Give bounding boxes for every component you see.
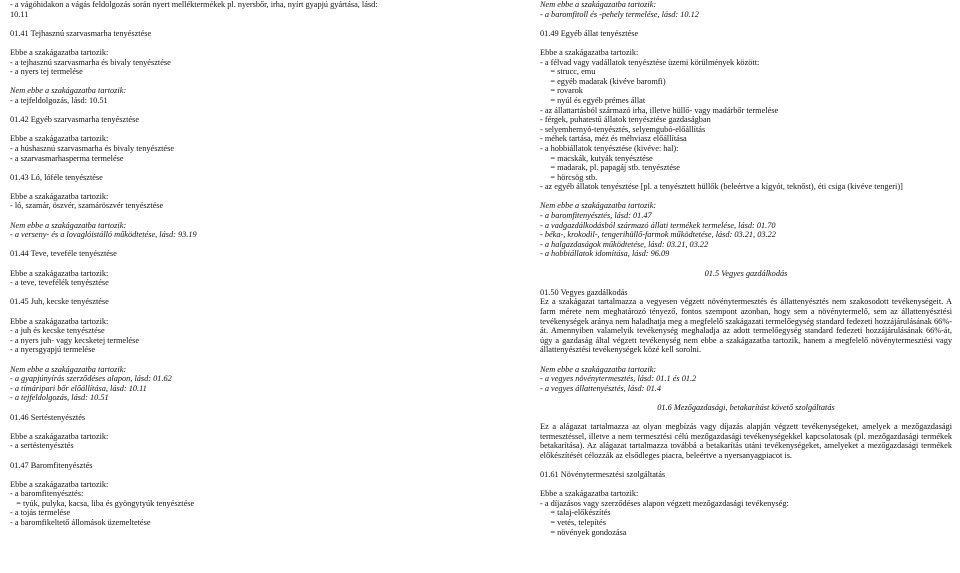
text-line: Nem ebbe a szakágazatba tartozik:	[10, 220, 127, 230]
blank-line	[10, 240, 450, 250]
blank-line	[540, 38, 952, 48]
text-line: - a tejfeldolgozás, lásd: 10.51	[10, 95, 108, 105]
text-line: - a baromfikeltető állomások üzemeltetése	[10, 518, 151, 528]
text-line: Ebbe a szakágazatba tartozik:	[540, 489, 639, 499]
blank-line	[10, 106, 450, 116]
text-line: 01.5 Vegyes gazdálkodás	[704, 268, 788, 278]
text-line: - az egyéb állatok tenyésztése [pl. a tenyésztett hüllők (beleértve a kígyót, teknőst), éti csiga (kivéve tengeri)]	[540, 182, 903, 192]
text-line: - a vegyes állattenyésztés, lásd: 01.4	[540, 383, 661, 393]
text-line: 01.45 Juh, kecske tenyésztése	[10, 297, 109, 307]
text-line: Ebbe a szakágazatba tartozik:	[10, 47, 109, 57]
text-line: Nem ebbe a szakágazatba tartozik:	[10, 86, 127, 96]
text-line: Ebbe a szakágazatba tartozik:	[540, 47, 639, 57]
text-line: = talaj-előkészítés	[540, 508, 611, 518]
text-line: 01.6 Mezőgazdasági, betakarítást követő szolgáltatás	[657, 402, 835, 412]
text-line: 01.43 Ló, lóféle tenyésztése	[10, 172, 103, 182]
text-line: = strucc, emu	[540, 67, 596, 77]
right-column	[540, 0, 952, 537]
blank-line	[10, 259, 450, 269]
text-line: - a hobbiállatok tenyésztése (kivéve: hal):	[540, 143, 679, 153]
text-line: Ebbe a szakágazatba tartozik:	[10, 268, 109, 278]
blank-line	[540, 355, 952, 365]
text-line: - a tejhasznú szarvasmarha és bivaly tenyésztése	[10, 57, 171, 67]
text-line: Nem ebbe a szakágazatba tartozik:	[540, 364, 657, 374]
text-line: - a verseny- és a lovaglóistálló működtetése, lásd: 93.19	[10, 230, 197, 240]
blank-line	[10, 163, 450, 173]
text-line: - méhek tartása, méz és méhviasz előállítása	[540, 134, 687, 144]
text-line: = rovarok	[540, 86, 583, 96]
blank-line	[10, 211, 450, 221]
blank-line	[540, 461, 952, 471]
text-line: - a húshasznú szarvasmarha és bivaly tenyésztése	[10, 143, 175, 153]
blank-line	[10, 288, 450, 298]
text-line: = egyéb madarak (kivéve baromfi)	[540, 76, 666, 86]
text-line: Nem ebbe a szakágazatba tartozik:	[10, 364, 127, 374]
blank-line	[540, 480, 952, 490]
left-column	[10, 0, 450, 528]
text-line: - a félvad vagy vadállatok tenyésztése üzemi körülmények között:	[540, 57, 760, 67]
text-line: Ebbe a szakágazatba tartozik:	[10, 431, 109, 441]
text-line: - férgek, puhatestű állatok tenyésztése gazdaságban	[540, 115, 711, 125]
text-line: - a vegyes növénytermesztés, lásd: 01.1 és 01.2	[540, 374, 697, 384]
text-line: Nem ebbe a szakágazatba tartozik:	[540, 0, 657, 9]
blank-line	[10, 422, 450, 432]
text-line: - a hobbiállatok idomítása, lásd: 96.09	[540, 249, 670, 259]
text-line: Ebbe a szakágazatba tartozik:	[10, 316, 109, 326]
text-line: - a gyapjúnyírás szerződéses alapon, lásd: 01.62	[10, 374, 172, 384]
text-line: 01.47 Baromfitenyésztés	[10, 460, 93, 470]
blank-line	[10, 307, 450, 317]
text-line: - a teve, tevefélék tenyésztése	[10, 278, 109, 288]
text-line: - a baromfitoll és -pehely termelése, lásd: 10.12	[540, 9, 699, 19]
text-line: - selyemhernyó-tenyésztés, selyemgubó-előállítás	[540, 124, 706, 134]
blank-line	[540, 413, 952, 423]
text-line: = madarak, pl. papagáj stb. tenyésztése	[540, 163, 680, 173]
text-line: - a nyers juh- vagy kecsketej termelése	[10, 335, 140, 345]
blank-line	[10, 77, 450, 87]
text-line: - a vágóhidakon a vágás feldolgozás során nyert melléktermékek pl. nyersbőr, irha, nyírt gyapjú gyártása, lásd:	[10, 0, 378, 9]
blank-line	[540, 259, 952, 269]
text-line: 01.44 Teve, teveféle tenyésztése	[10, 249, 117, 259]
blank-line	[10, 19, 450, 29]
text-line: - a tejfeldolgozás, lásd: 10.51	[10, 393, 109, 403]
text-line: = macskák, kutyák tenyésztése	[540, 153, 653, 163]
text-line: - az állattartásból származó irha, illetve hüllő- vagy madárbőr termelése	[540, 105, 779, 115]
blank-line	[540, 393, 952, 403]
text-line: = hörcsög stb.	[540, 172, 598, 182]
text-line: = vetés, telepítés	[540, 518, 606, 528]
text-line: - a vadgazdálkodásból származó állati termékek termelése, lásd: 01.70	[540, 220, 776, 230]
text-line: 01.46 Sertéstenyésztés	[10, 412, 86, 422]
text-line: = növények gondozása	[540, 527, 627, 537]
text-line: - a juh és kecske tenyésztése	[10, 326, 105, 336]
text-line: = tyúk, pulyka, kacsa, liba és gyöngytyúk tenyésztése	[10, 498, 195, 508]
text-line: - a tímáripari bőr előállítása, lásd: 10.11	[10, 383, 147, 393]
blank-line	[10, 403, 450, 413]
text-line: Ebbe a szakágazatba tartozik:	[10, 191, 109, 201]
text-line: - a sertéstenyésztés	[10, 441, 74, 451]
text-line: Ebbe a szakágazatba tartozik:	[10, 134, 109, 144]
blank-line	[540, 19, 952, 29]
text-line: Nem ebbe a szakágazatba tartozik:	[540, 201, 657, 211]
text-line: - a baromfitenyésztés, lásd: 01.47	[540, 211, 652, 221]
blank-line	[10, 451, 450, 461]
blank-line	[10, 355, 450, 365]
text-line: - a baromfitenyésztés:	[10, 489, 84, 499]
text-line: = nyúl és egyéb prémes állat	[540, 95, 646, 105]
blank-line	[10, 125, 450, 135]
text-line: 01.61 Növénytermesztési szolgáltatás	[540, 470, 666, 480]
blank-line	[10, 38, 450, 48]
paragraph: Ez a alágazat tartalmazza az olyan megbízás vagy díjazás alapján végzett tevékenységeket, amelyek a mezőgazdasági termesztéssel, illetve a nem termesztési célú mezőgazdasági tevékenységekkel kapcsolatosak (pl. mezőgazdasági termékek betakarítása). Az alágazat tartalmazza továbbá a betakarítás utáni tevékenységeket, amelyeket a mezőgazdasági termékek előkészítését célozzák az elsődleges piacra, beleértve a nyersanyagpiacot is.	[540, 422, 952, 460]
text-line: 01.49 Egyéb állat tenyésztése	[540, 28, 639, 38]
text-line: 01.41 Tejhasznú szarvasmarha tenyésztése	[10, 28, 152, 38]
text-line: - béka-, krokodil-, tengerihüllő-farmok működtetése, lásd: 03.21, 03.22	[540, 230, 776, 240]
text-line: - a szarvasmarhasperma termelése	[10, 153, 124, 163]
text-line: 01.42 Egyéb szarvasmarha tenyésztése	[10, 115, 140, 125]
text-line: - a halgazdaságok működtetése, lásd: 03.21, 03.22	[540, 239, 709, 249]
text-line: 01.50 Vegyes gazdálkodás	[540, 287, 628, 297]
text-line: 10.11	[10, 9, 29, 19]
text-line: Ebbe a szakágazatba tartozik:	[10, 479, 109, 489]
text-line: - ló, szamár, öszvér, szamáröszvér tenyésztése	[10, 201, 164, 211]
blank-line	[540, 278, 952, 288]
blank-line	[540, 192, 952, 202]
text-line: - a nyers tej termelése	[10, 67, 83, 77]
text-line: - a díjazásos vagy szerződéses alapon végzett mezőgazdasági tevékenység:	[540, 498, 789, 508]
blank-line	[10, 182, 450, 192]
blank-line	[10, 470, 450, 480]
text-line: - a tojás termelése	[10, 508, 71, 518]
paragraph: Ez a szakágazat tartalmazza a vegyesen végzett növénytermesztés és állattenyésztés nem szakosodott tevékenységeit. A farm mérete nem meghatározó tényező, fontos szempont azonban, hogy sem a növénytermelő, sem az állattenyésztési tevékenységek aránya nem haladhatja meg a megfelelő szakágazati termelőegység standard fedezeti hozzájárulásának 66%-át. Amennyiben valamelyik tevékenység meghaladja az adott termelőegység standard fedezeti hozzájárulásának 66%-át, úgy a gazdaság által végzett tevékenység nem ebbe a szakágazatba tartozik, hanem a megfelelő növénytermesztési vagy állattenyésztési tevékenységek közé kell sorolni.	[540, 297, 952, 355]
text-line: - a nyersgyapjú termelése	[10, 345, 96, 355]
